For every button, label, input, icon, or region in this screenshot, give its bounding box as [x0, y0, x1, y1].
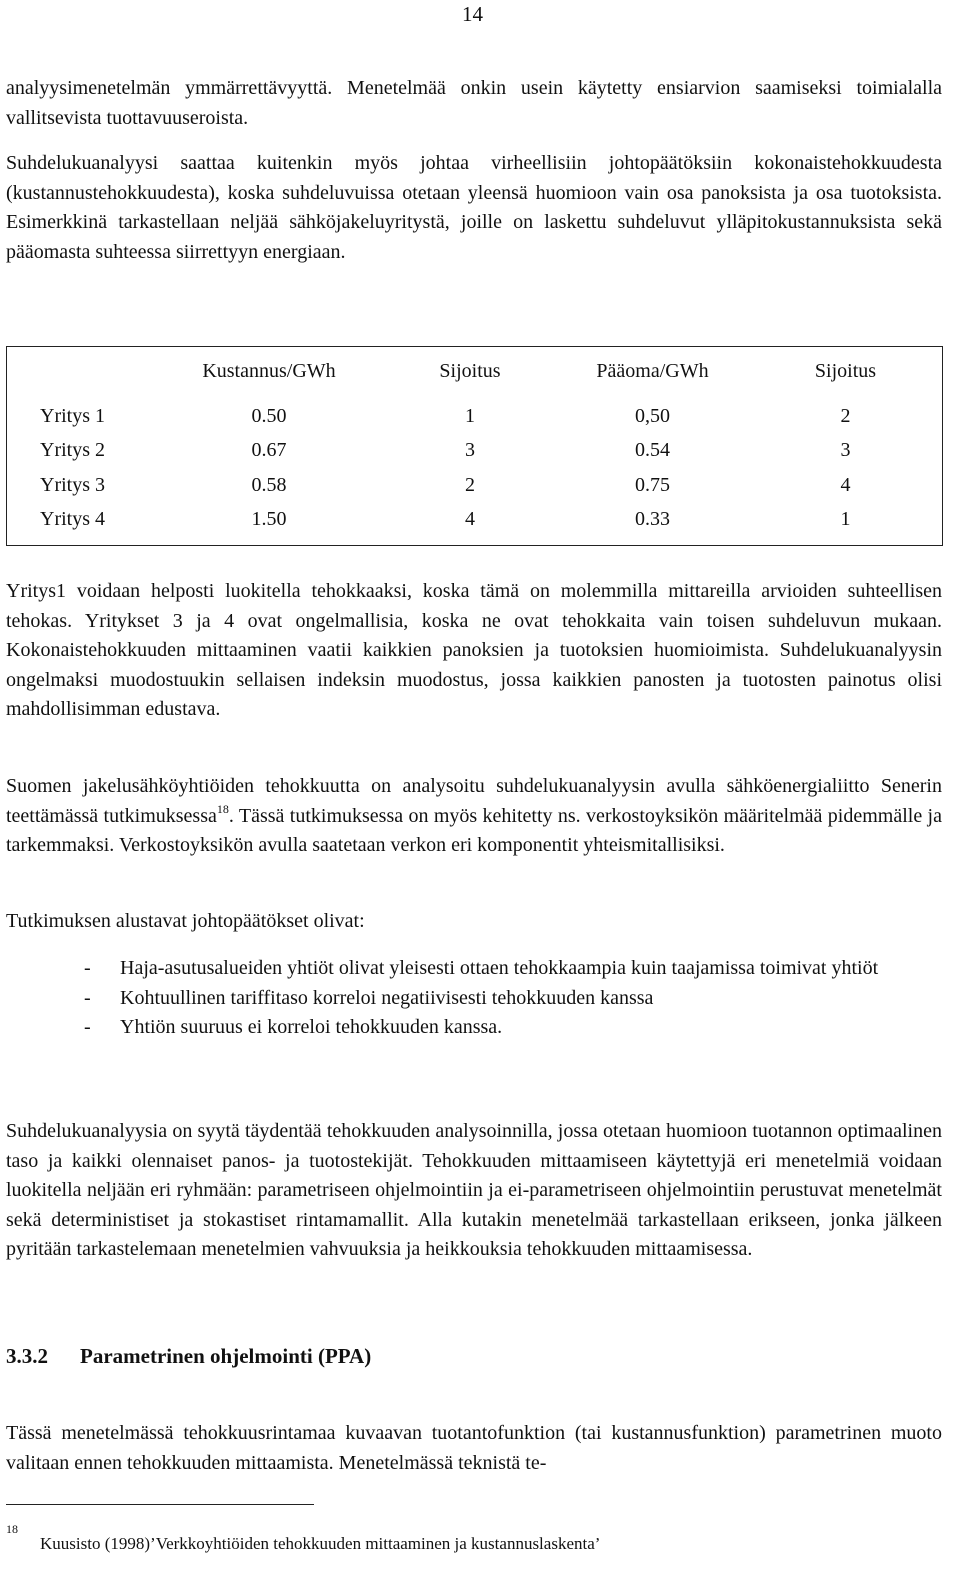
- list-item: [84, 984, 944, 1014]
- bullet-dash: -: [84, 957, 91, 979]
- section-number: 3.3.2: [6, 1344, 48, 1368]
- paragraph-sener-study: [6, 772, 942, 861]
- table-row: [7, 468, 942, 503]
- table-header-cell: Pääoma/GWh: [596, 359, 709, 382]
- table-header-row: [7, 347, 942, 395]
- paragraph-ratio-analysis: Suhdelukuanalyysi saattaa kuitenkin myös johtaa virheellisiin johtopäätöksiin kokonaistehokkuudesta (kustannustehokkuudesta), koska suhdeluvuissa otetaan yleensä huomioon vain osa panoksista ja osa tuotoksista. Esimerkkinä tarkastellaan neljää sähköjakeluyritystä, joille on laskettu suhdeluvut ylläpitokustannuksista sekä pääomasta suhteessa siirrettyyn energiaan.: [6, 152, 942, 263]
- table-cell: Yritys 2: [40, 439, 105, 462]
- table-cell: 1: [465, 404, 475, 427]
- table-cell: 0.54: [635, 439, 670, 462]
- table-cell: 3: [465, 439, 475, 462]
- table-header-cell: Kustannus/GWh: [202, 359, 336, 382]
- bullet-dash: -: [84, 986, 91, 1009]
- footnote-text: Kuusisto (1998)’Verkkoyhtiöiden tehokkuuden mittaaminen ja kustannuslaskenta’: [40, 1534, 601, 1553]
- table-cell: 0.67: [251, 439, 287, 462]
- conclusions-list: [84, 954, 944, 1043]
- table-cell: 1.50: [251, 508, 287, 531]
- list-item-text: Haja-asutusalueiden yhtiöt olivat yleisesti ottaen tehokkaampia kuin taajamissa toimivat yhtiöt: [120, 957, 879, 979]
- paragraph-text: . Tässä tutkimuksessa on myös kehitetty ns. verkostoyksikön määritelmää pidemmälle ja tarkemmaksi. Verkostoyksikön avulla saatetaan verkon eri komponentit yhteismitallisiksi.: [6, 804, 942, 856]
- table-row: [7, 503, 942, 538]
- paragraph-text: Suomen jakelusähköyhtiöiden tehokkuutta on analysoitu suhdelukuanalyysin avulla sähköenergialiitto Senerin teettämässä tutkimuksessa: [6, 775, 942, 827]
- paragraph-table-discussion: Yritys1 voidaan helposti luokitella tehokkaaksi, koska tämä on molemmilla mittareilla arvioiden suhteellisen tehokas. Yritykset 3 ja 4 ovat ongelmallisia, koska ne ovat tehokkaita vain toisen suhdeluvun mukaan. Kokonaistehokkuuden mittaaminen vaatii kaikkien panoksien ja tuotoksien huomioimista. Suhdelukuanalyysin ongelmaksi muodostuukin sellaisen indeksin muodostus, jossa kaikkien panosten ja tuotosten painotus olisi mahdollisimman edustava.: [6, 580, 942, 720]
- bullet-dash: -: [84, 1016, 91, 1038]
- page-number: 14: [462, 2, 483, 26]
- list-item-text: Yhtiön suuruus ei korreloi tehokkuuden kanssa.: [120, 1016, 503, 1038]
- paragraph-ppa: Tässä menetelmässä tehokkuusrintamaa kuvaavan tuotantofunktion (tai kustannusfunktion) parametrinen muoto valitaan ennen tehokkuuden mittaamista. Menetelmässä teknistä te-: [6, 1422, 942, 1474]
- table-cell: Yritys 4: [40, 508, 105, 531]
- table-cell: 4: [840, 473, 851, 496]
- table-cell: 1: [840, 508, 851, 531]
- ratio-table: [6, 346, 943, 546]
- table-header-cell: Sijoitus: [439, 359, 501, 382]
- table-cell: 3: [840, 439, 851, 462]
- table-cell: Yritys 1: [40, 404, 105, 427]
- section-title: Parametrinen ohjelmointi (PPA): [80, 1344, 372, 1368]
- footnote-mark: 18: [6, 1522, 18, 1536]
- table-header-cell: Sijoitus: [814, 359, 877, 382]
- table-cell: 0.50: [251, 404, 287, 427]
- table-row: [7, 434, 942, 469]
- list-item: [84, 954, 944, 984]
- table-header-cell: [7, 347, 154, 395]
- section-heading: [6, 1344, 371, 1369]
- table-row: [7, 395, 942, 434]
- table-cell: 2: [465, 473, 475, 496]
- table-cell: 0.75: [635, 473, 670, 496]
- paragraph-methods: Suhdelukuanalyysia on syytä täydentää tehokkuuden analysoinnilla, jossa otetaan huomioon tuotannon optimaalinen taso ja kaikki olennaiset panos- ja tuotostekijät. Tehokkuuden mittaamiseen käytettyjä eri menetelmiä voidaan luokitella neljään eri ryhmään: parametriseen ohjelmointiin ja ei-parametriseen ohjelmointiin perustuvat menetelmät sekä deterministiset ja stokastiset rintamamallit. Alla kutakin menetelmää tarkastellaan erikseen, jonka jälkeen pyritään tarkastelemaan menetelmien vahvuuksia ja heikkouksia tehokkuuden mittaamisessa.: [6, 1120, 942, 1260]
- list-item-text: Kohtuullinen tariffitaso korreloi negatiivisesti tehokkuuden kanssa: [120, 986, 654, 1009]
- list-item: [84, 1013, 944, 1043]
- table-cell: 0.58: [251, 473, 287, 496]
- table-cell: 2: [840, 404, 851, 427]
- footnote-divider: [6, 1504, 314, 1505]
- table-cell: 0.33: [635, 508, 670, 531]
- footnote-reference[interactable]: 18: [216, 801, 229, 816]
- table-cell: 0,50: [635, 404, 670, 427]
- conclusions-intro: Tutkimuksen alustavat johtopäätökset olivat:: [6, 910, 365, 932]
- table-cell: Yritys 3: [40, 473, 105, 496]
- paragraph-intro: analyysimenetelmän ymmärrettävyyttä. Menetelmää onkin usein käytetty ensiarvion saamiseksi toimialalla vallitsevista tuottavuuseroista.: [6, 77, 942, 129]
- table-cell: 4: [465, 508, 475, 531]
